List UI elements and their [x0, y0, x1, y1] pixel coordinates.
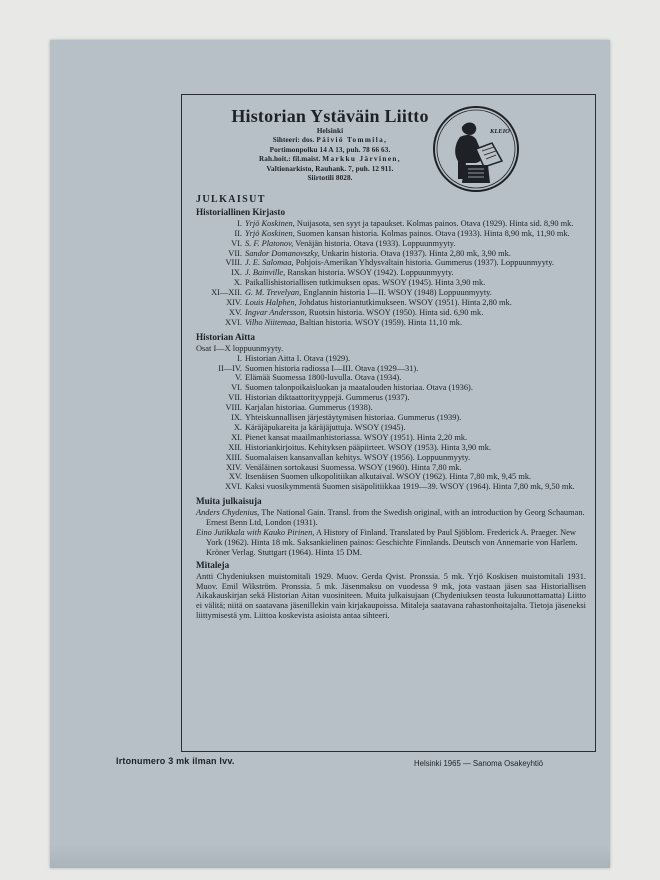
item-author: G. M. Trevelyan,	[245, 288, 302, 298]
item-description: Suomen kansan historia. Kolmas painos. Otava (1933). Hinta 8,90 mk, 11,90 mk.	[296, 228, 570, 238]
kirjasto-list	[196, 219, 586, 328]
mitaleja-text: Antti Chydeniuksen muistomitali 1929. Muov. Gerda Qvist. Pronssia. 5 mk. Yrjö Koskisen muistomitali 1931. Muov. Emil Wikström. Pronssia. 5 mk. Jäsenmaksu on vuodessa 9 mk, jota vastaan jäsen saa Historiallisen Aikakauskirjan sekä Historian Aitan vuosiniteen. Muita julkaisujaan (Chydeniuksen teosta lukuunottamatta) Liitto ei välitä; niitä on saatavana jäsenillekin vain kirjakaupoissa. Mitaleja saatavana rahastonhoitajalta. Tietoja jäseneksi liittymisestä ym. Liittoa koskevista asioista antaa sihteeri.	[196, 571, 586, 621]
item-description: Käräjäpukareita ja käräjäjuttuja. WSOY (1945).	[245, 422, 406, 432]
item-text	[245, 364, 586, 374]
item-text	[245, 249, 586, 259]
printer-note: Helsinki 1965 — Sanoma Osakeyhtiö	[414, 759, 544, 768]
item-text	[245, 308, 586, 318]
muita-list	[196, 508, 586, 558]
item-number: I.	[237, 353, 242, 363]
item-text	[245, 229, 586, 239]
list-item	[196, 229, 586, 239]
item-number: VI.	[231, 238, 242, 248]
list-item	[196, 508, 586, 528]
item-text	[245, 482, 586, 492]
item-description: Suomalaisen kansanvallan kehitys. WSOY (1956). Loppuunmyyty.	[245, 452, 471, 462]
item-author: Yrjö Koskinen,	[245, 228, 295, 238]
item-text	[245, 453, 586, 463]
item-description: Elämää Suomessa 1800-luvulla. Otava (1934).	[245, 373, 402, 383]
secretary-address: Portimonpolku 14 A 13, puh. 78 66 63.	[269, 145, 391, 154]
item-author: J. Bainville,	[245, 268, 286, 278]
item-description: Karjalan historiaa. Gummerus (1938).	[245, 403, 373, 413]
org-header	[200, 105, 460, 183]
item-description: Ruotsin historia. WSOY (1950). Hinta sid. 6,90 mk.	[308, 307, 484, 317]
item-description: Venäjän historia. Otava (1933). Loppuunmyyty.	[295, 238, 456, 248]
item-number: XII.	[228, 442, 242, 452]
item-author: J. E. Salomaa,	[245, 258, 294, 268]
secretary-name: Päiviö Tommila,	[316, 136, 388, 145]
item-description: Pohjois-Amerikan Yhdysvaltain historia. Gummerus (1937). Loppuunmyyty.	[295, 258, 554, 268]
item-number: XV.	[228, 307, 242, 317]
aitta-title: Historian Aitta	[196, 331, 255, 342]
item-description: Johdatus historiantutkimukseen. WSOY (1951). Hinta 2,80 mk.	[298, 298, 512, 308]
list-item	[196, 354, 586, 364]
item-text	[245, 258, 586, 268]
item-description: Historiankirjoitus. Kehityksen pääpiirteet. WSOY (1953). Hinta 3,90 mk.	[245, 442, 492, 452]
item-author: Eino Jutikkala with Kauko Pirinen,	[196, 528, 315, 537]
list-item	[196, 403, 586, 413]
item-description: Pienet kansat maailmanhistoriassa. WSOY (1951). Hinta 2,20 mk.	[245, 432, 468, 442]
item-number: XV.	[228, 472, 242, 482]
item-description: Suomen talonpoikaisluokan ja maatalouden historiaa. Otava (1936).	[245, 383, 473, 393]
item-text	[245, 354, 586, 364]
item-description: Venäläinen sortokausi Suomessa. WSOY (1960). Hinta 7,80 mk.	[245, 462, 462, 472]
item-description: Yhteiskunnallisen järjestäytymisen historiaa. Gummerus (1939).	[245, 413, 462, 423]
treasurer-name: Markku Järvinen,	[322, 155, 402, 164]
item-author: Vilho Niitemaa,	[245, 317, 298, 327]
list-item	[196, 318, 586, 328]
item-text	[245, 288, 586, 298]
item-description: Itsenäisen Suomen ulkopolitiikan alkutaival. WSOY (1962). Hinta 7,80 mk, 9,45 mk.	[245, 472, 532, 482]
item-description: Nuijasota, sen syyt ja tapaukset. Kolmas painos. Otava (1929). Hinta sid. 8,90 mk.	[296, 218, 574, 228]
treasurer-line	[200, 155, 460, 164]
item-text	[245, 393, 586, 403]
item-description: Unkarin historia. Otava (1937). Hinta 2,80 mk, 3,90 mk.	[321, 248, 511, 258]
list-item	[196, 268, 586, 278]
item-number: XIV.	[226, 462, 242, 472]
item-description: Historian Aitta I. Otava (1929).	[245, 353, 351, 363]
item-author: Ingvar Andersson,	[245, 307, 307, 317]
item-text	[245, 413, 586, 423]
list-item	[196, 288, 586, 298]
list-item	[196, 393, 586, 403]
item-text	[245, 219, 586, 229]
item-text	[245, 318, 586, 328]
list-item	[196, 249, 586, 259]
list-item	[196, 443, 586, 453]
price-note: Irtonumero 3 mk ilman lvv.	[116, 756, 235, 766]
list-item	[196, 219, 586, 229]
klio-muse-emblem-icon	[432, 105, 520, 193]
list-item	[196, 239, 586, 249]
item-description: Historian diktaattorityyppejä. Gummerus (1937).	[245, 393, 410, 403]
item-author: Anders Chydenius,	[196, 508, 260, 518]
muita-title: Muita julkaisuja	[196, 496, 262, 507]
item-text	[245, 472, 586, 482]
item-number: XI—XII.	[211, 288, 242, 298]
publication-frame	[181, 94, 596, 752]
list-item	[196, 373, 586, 383]
org-name: Historian Ystäväin Liitto	[231, 106, 429, 126]
item-number: VIII.	[225, 258, 242, 268]
treasurer-address: Valtionarkisto, Rauhank. 7, puh. 12 911.	[266, 164, 394, 173]
item-text	[245, 463, 586, 473]
item-text	[245, 239, 586, 249]
item-number: XIII.	[225, 452, 242, 462]
item-author: Louis Halphen,	[245, 298, 297, 308]
item-text	[245, 423, 586, 433]
item-description: Suomen historia radiossa I—III. Otava (1929—31).	[245, 363, 419, 373]
item-number: XVI.	[225, 317, 242, 327]
item-number: VII.	[228, 393, 242, 403]
item-number: XIV.	[226, 298, 242, 308]
item-description: Paikallishistoriallisen tutkimuksen opas. WSOY (1945). Hinta 3,90 mk.	[245, 278, 486, 288]
item-number: X.	[233, 422, 242, 432]
secretary-prefix: Sihteeri: dos.	[272, 136, 315, 145]
item-description: Kaksi vuosikymmentä Suomen sisäpolitiikkaa 1919—39. WSOY (1964). Hinta 7,80 mk, 9,50 mk.	[245, 482, 575, 492]
list-item	[196, 298, 586, 308]
item-text	[245, 373, 586, 383]
list-item	[196, 308, 586, 318]
publications-list	[196, 195, 586, 621]
item-description: Ranskan historia. WSOY (1942). Loppuunmyyty.	[287, 268, 454, 278]
section-title-julkaisut: JULKAISUT	[196, 194, 266, 205]
item-number: II—IV.	[218, 363, 242, 373]
item-number: VIII.	[225, 403, 242, 413]
list-item	[196, 453, 586, 463]
item-text	[245, 433, 586, 443]
postal-account: Siirtotili 8028.	[307, 174, 353, 183]
mitaleja-title: Mitaleja	[196, 559, 230, 570]
item-number: I.	[237, 218, 242, 228]
back-cover	[50, 40, 610, 868]
emblem-label: KLEIO	[490, 128, 510, 135]
aitta-list	[196, 354, 586, 493]
item-number: IX.	[231, 268, 242, 278]
org-city: Helsinki	[316, 127, 344, 135]
item-number: II.	[234, 228, 242, 238]
list-item	[196, 383, 586, 393]
kirjasto-title: Historiallinen Kirjasto	[196, 206, 286, 217]
aitta-note: Osat I—X loppuunmyyty.	[196, 343, 284, 353]
item-text	[245, 403, 586, 413]
item-number: IX.	[231, 413, 242, 423]
list-item	[196, 413, 586, 423]
item-description: Englannin historia I—II. WSOY (1948) Loppuunmyyty.	[303, 288, 492, 298]
list-item	[196, 433, 586, 443]
list-item	[196, 364, 586, 374]
item-author: S. F. Platonov,	[245, 238, 294, 248]
item-author: Sandor Domanovszky,	[245, 248, 320, 258]
item-description: A History of Finland. Translated by Paul Sjöblom. Frederick A. Praeger. New York (1962). Hinta 18 mk. Saksankielinen painos: Geschichte Finnlands. Deutsch von Annemarie von Harlem. Kröner Verlag. Stuttgart (1964). Hinta 15 DM.	[206, 528, 578, 557]
item-number: XVI.	[225, 482, 242, 492]
item-author: Yrjö Koskinen,	[245, 218, 295, 228]
item-description: Baltian historia. WSOY (1959). Hinta 11,10 mk.	[299, 317, 463, 327]
item-text	[245, 278, 586, 288]
item-text	[245, 298, 586, 308]
list-item	[196, 528, 586, 558]
list-item	[196, 482, 586, 492]
list-item	[196, 423, 586, 433]
item-number: VI.	[231, 383, 242, 393]
item-text	[245, 383, 586, 393]
secretary-line	[200, 136, 460, 145]
item-number: XI.	[231, 432, 242, 442]
list-item	[196, 258, 586, 268]
item-number: X.	[233, 278, 242, 288]
item-number: VII.	[228, 248, 242, 258]
list-item	[196, 472, 586, 482]
item-text	[245, 268, 586, 278]
item-number: V.	[234, 373, 242, 383]
item-text	[245, 443, 586, 453]
treasurer-prefix: Rah.hoit.: fil.maist.	[258, 155, 321, 164]
item-description: The National Gain. Transl. from the Swedish original, with an introduction by Georg Schauman. Ernest Benn Ltd, London (1931).	[206, 508, 585, 528]
list-item	[196, 463, 586, 473]
list-item	[196, 278, 586, 288]
